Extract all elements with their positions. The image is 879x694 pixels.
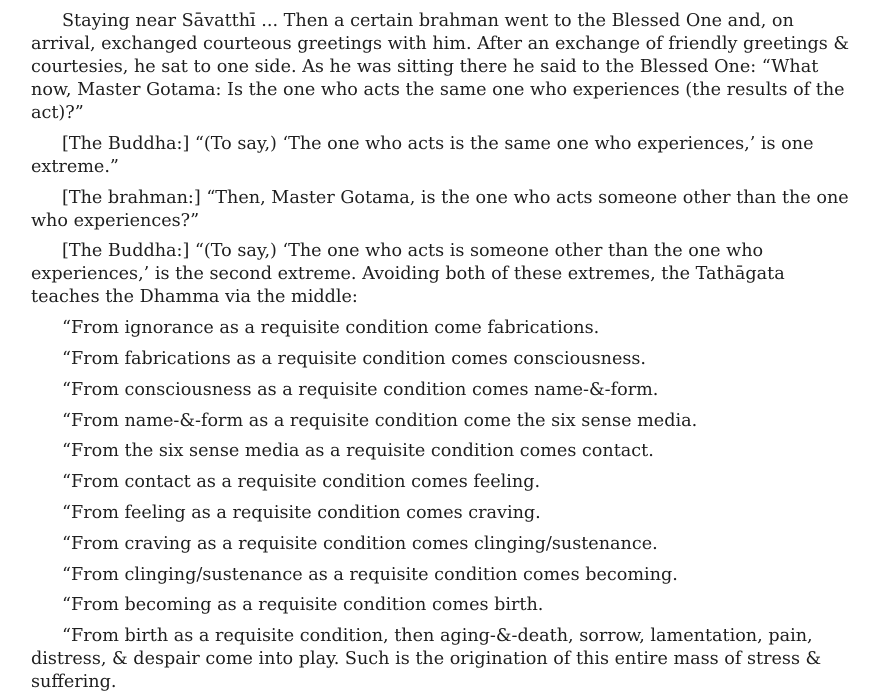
paragraph-becoming: “From becoming as a requisite condition comes birth. — [62, 595, 544, 616]
paragraph-name-and-form: “From name-&-form as a requisite condition come the six sense media. — [62, 410, 698, 431]
paragraph-ignorance: “From ignorance as a requisite condition come fabrications. — [62, 318, 600, 339]
paragraph-fabrications: “From fabrications as a requisite condition comes consciousness. — [62, 348, 647, 369]
paragraph-feeling: “From feeling as a requisite condition comes craving. — [62, 502, 541, 523]
paragraph-birth: “From birth as a requisite condition, then aging-&-death, sorrow, lamentation, pain, distress, & despair come into play. Such is the origination of this entire mass of stress & suffering. — [31, 626, 822, 693]
paragraph-six-sense-media: “From the six sense media as a requisite condition comes contact. — [62, 441, 654, 462]
paragraph-clinging: “From clinging/sustenance as a requisite condition comes becoming. — [62, 564, 678, 585]
paragraph-first-extreme: [The Buddha:] “(To say,) ‘The one who acts is the same one who experiences,’ is one extreme.” — [31, 133, 814, 177]
paragraph-brahman-question: [The brahman:] “Then, Master Gotama, is the one who acts someone other than the one who experiences?” — [31, 187, 849, 231]
paragraph-consciousness: “From consciousness as a requisite condition comes name-&-form. — [62, 379, 659, 400]
paragraph-craving: “From craving as a requisite condition comes clinging/sustenance. — [62, 533, 658, 554]
paragraph-contact: “From contact as a requisite condition comes feeling. — [62, 472, 541, 493]
paragraph-intro: Staying near Sāvatthī ... Then a certain brahman went to the Blessed One and, on arrival, exchanged courteous greetings with him. After an exchange of friendly greetings & courtesies, he sat to one side. As he was sitting there he said to the Blessed One: “What now, Master Gotama: Is the one who acts the same one who experiences (the results of the act)?” — [31, 11, 850, 123]
paragraph-second-extreme: [The Buddha:] “(To say,) ‘The one who acts is someone other than the one who experiences,’ is the second extreme. Avoiding both of these extremes, the Tathāgata teaches the Dhamma via the middle: — [31, 241, 785, 308]
